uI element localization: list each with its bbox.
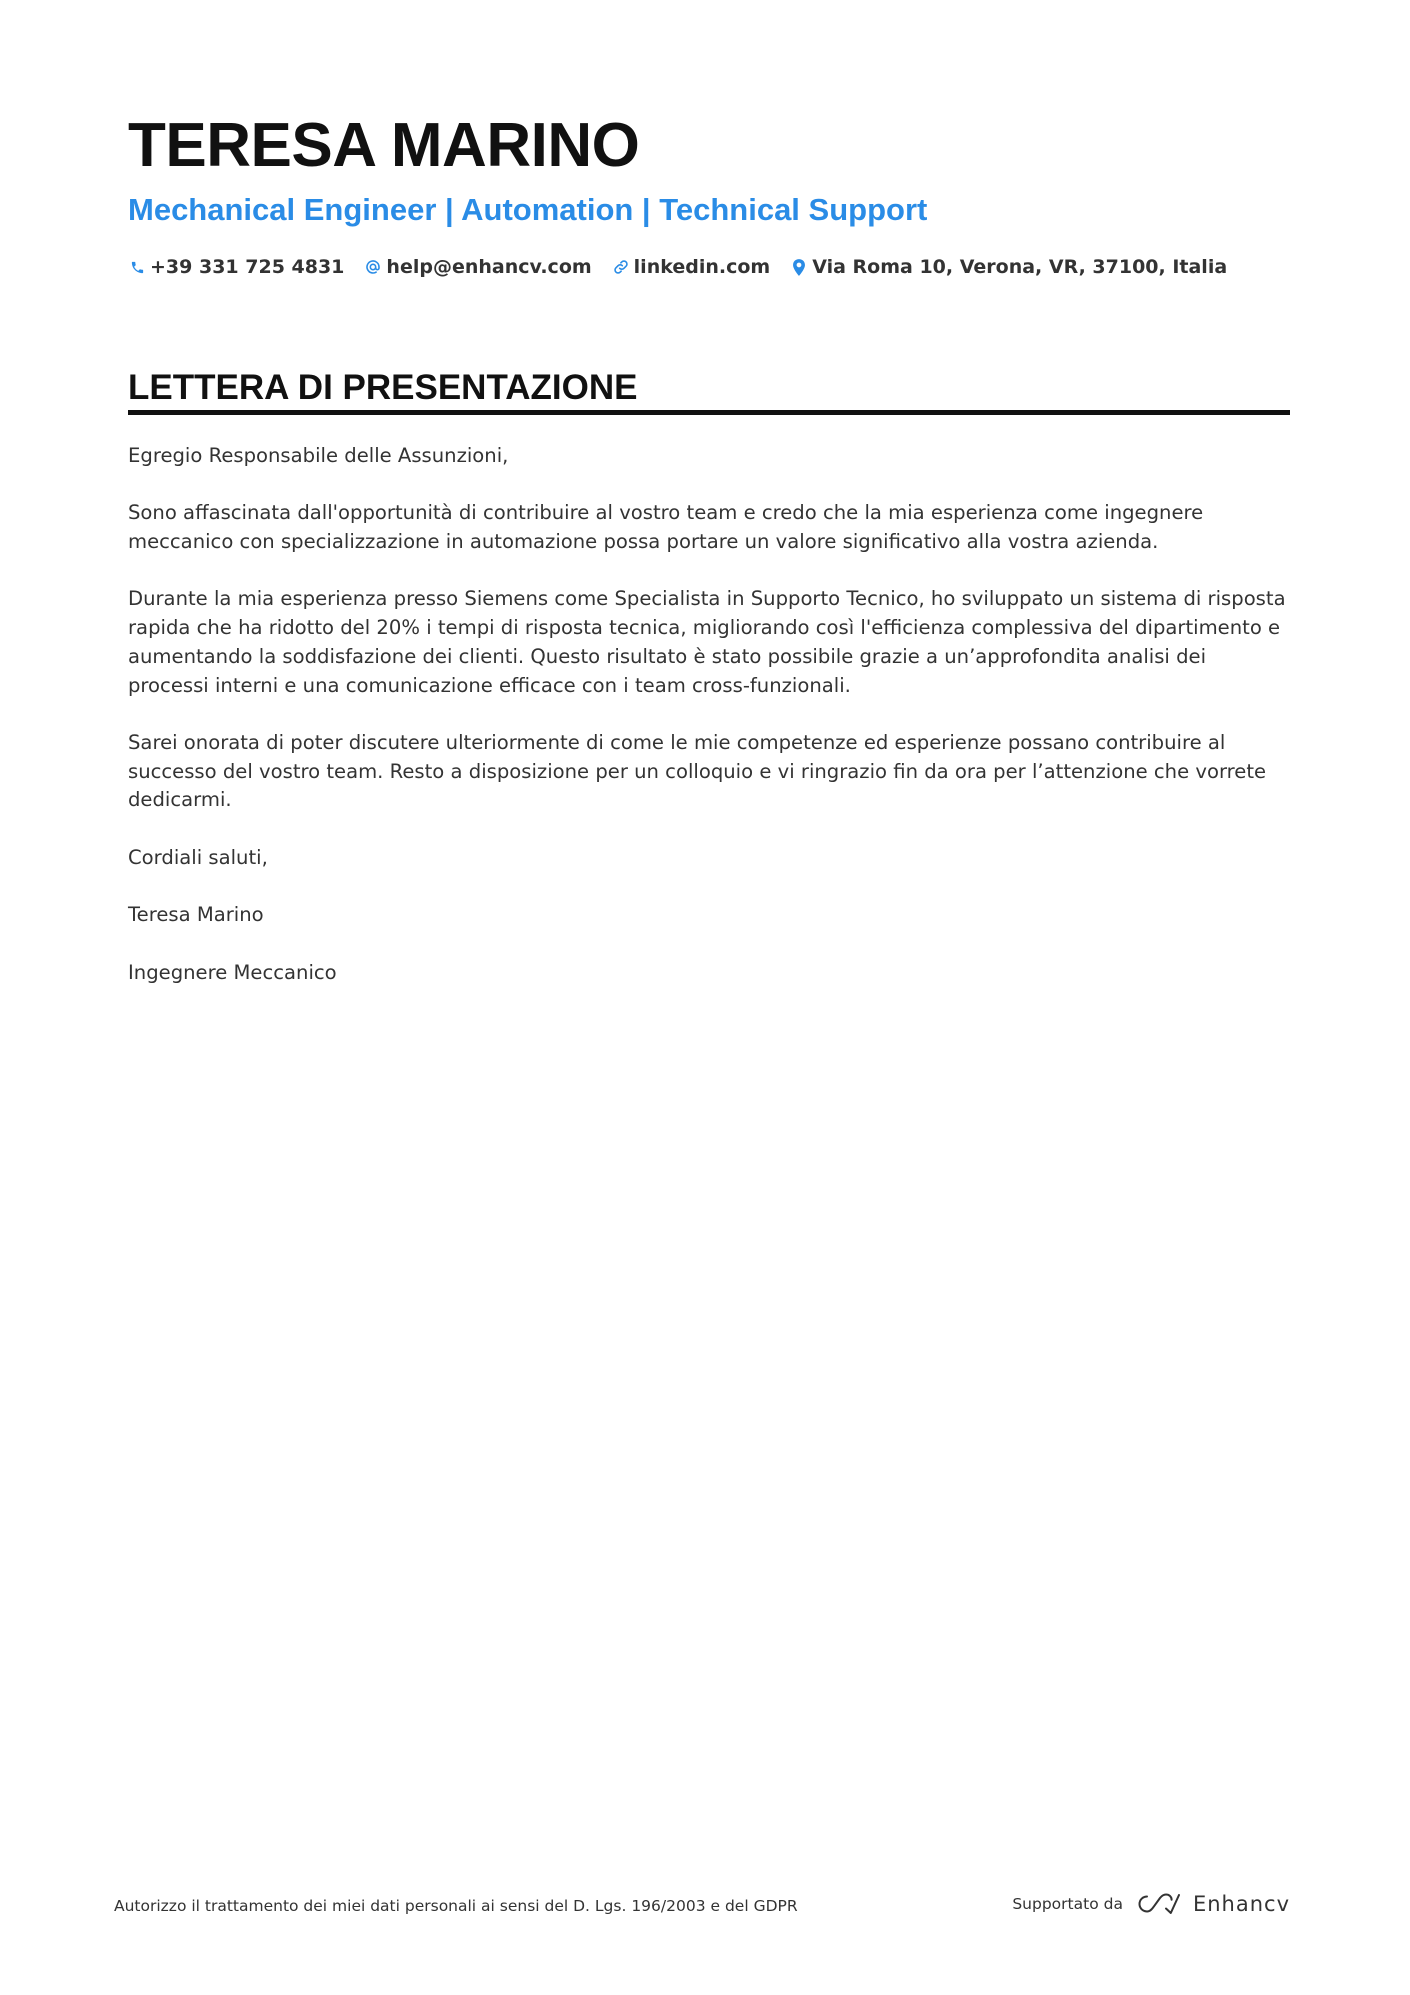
contact-address [790, 256, 1227, 278]
phone-icon [128, 258, 146, 276]
candidate-name: TERESA MARINO [128, 111, 640, 180]
brand-name: Enhancv [1192, 1892, 1290, 1916]
letter-body [128, 442, 1290, 1016]
letter-greeting: Egregio Responsabile delle Assunzioni, [128, 444, 509, 467]
letter-paragraph-1: Sono affascinata dall'opportunità di contribuire al vostro team e credo che la mia esperienza come ingegnere meccanico con specializzazione in automazione possa portare un valore significativo alla vostra azienda. [128, 501, 1204, 554]
privacy-consent: Autorizzo il trattamento dei miei dati personali ai sensi del D. Lgs. 196/2003 e del GDPR [114, 1897, 798, 1915]
letter-paragraph-3: Sarei onorata di poter discutere ulteriormente di come le mie competenze ed esperienze possano contribuire al successo del vostro team. Resto a disposizione per un colloquio e vi ringrazio fin da ora per l’attenzione che vorrete dedicarmi. [128, 730, 1267, 812]
powered-by-label: Supportato da [1012, 1895, 1123, 1913]
signature-name: Teresa Marino [128, 903, 264, 927]
section-title: LETTERA DI PRESENTAZIONE [128, 368, 638, 407]
contact-bar [128, 254, 1247, 280]
letter-closing: Cordiali saluti, [128, 845, 268, 869]
signature-title: Ingegnere Meccanico [128, 960, 337, 984]
powered-by[interactable] [1012, 1890, 1290, 1918]
contact-email-text[interactable]: help@enhancv.com [386, 256, 592, 278]
contact-phone [128, 256, 344, 278]
enhancv-logo-icon [1135, 1892, 1181, 1916]
contact-linkedin[interactable] [612, 256, 771, 278]
location-pin-icon [790, 258, 808, 276]
letter-paragraph-2: Durante la mia esperienza presso Siemens come Specialista in Supporto Tecnico, ho sviluppato un sistema di risposta rapida che ha ridotto del 20% i tempi di risposta tecnica, migliorando così l'efficienza complessiva del dipartimento e aumentando la soddisfazione dei clienti. Questo risultato è stato possibile grazie a un’approfondita analisi dei processi interni e una comunicazione efficace con i team cross-funzionali. [128, 587, 1286, 697]
section-divider [128, 410, 1290, 415]
contact-phone-text: +39 331 725 4831 [150, 256, 345, 278]
contact-email[interactable] [364, 256, 591, 278]
candidate-title: Mechanical Engineer | Automation | Technical Support [128, 192, 928, 227]
contact-address-text: Via Roma 10, Verona, VR, 37100, Italia [812, 256, 1228, 278]
link-icon [612, 258, 630, 276]
at-icon [364, 258, 382, 276]
contact-linkedin-text[interactable]: linkedin.com [633, 256, 771, 278]
